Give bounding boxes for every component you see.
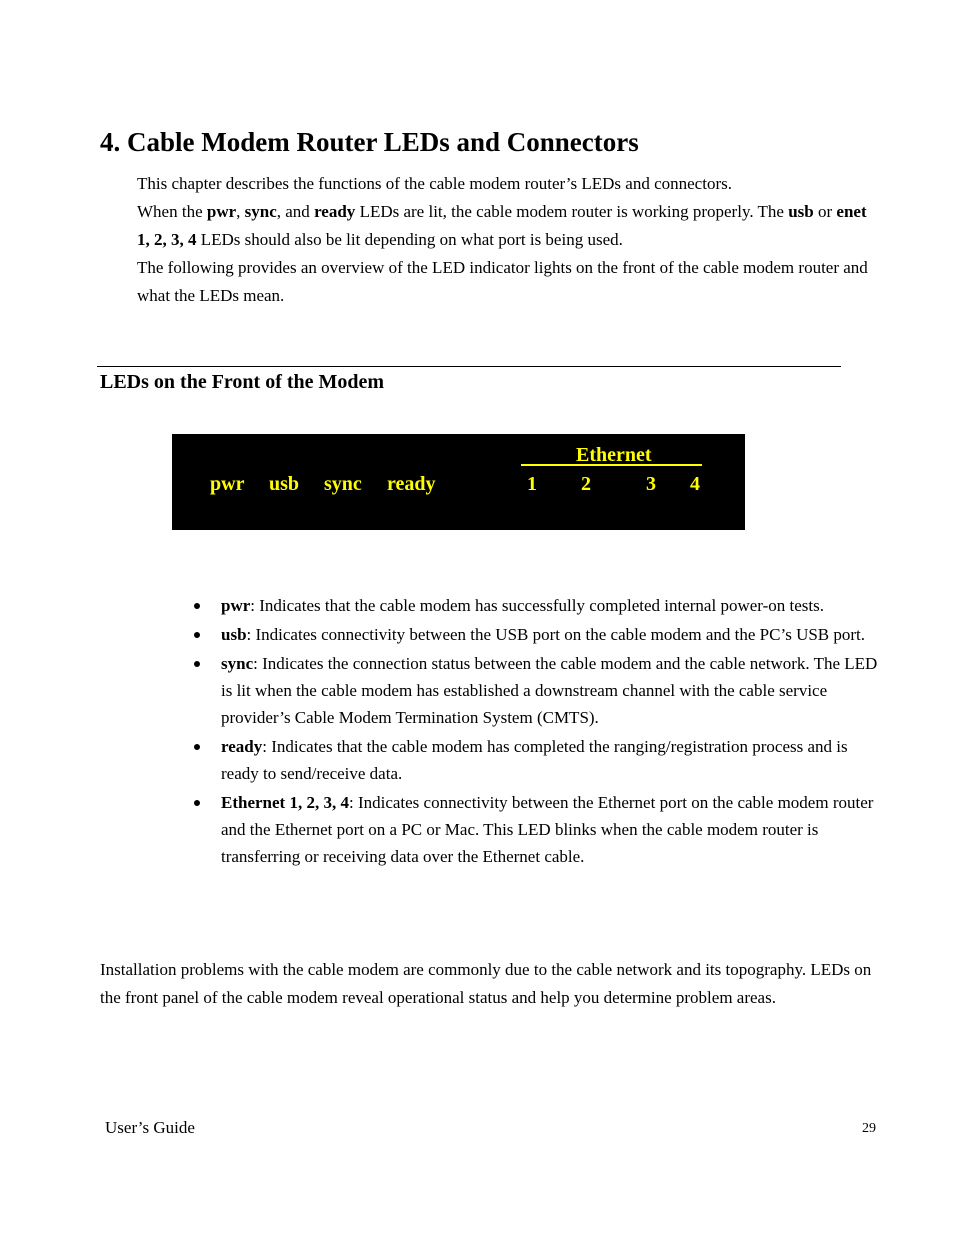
footer-guide-title: User’s Guide bbox=[105, 1118, 195, 1137]
bullet-icon bbox=[194, 632, 200, 638]
bullet-icon bbox=[194, 603, 200, 609]
page-number: 29 bbox=[862, 1121, 876, 1136]
bullet-icon bbox=[194, 661, 200, 667]
section-title: LEDs on the Front of the Modem bbox=[100, 371, 385, 393]
port-label-1: 1 bbox=[527, 473, 537, 495]
ethernet-underline bbox=[521, 464, 702, 466]
ethernet-label: Ethernet bbox=[576, 444, 652, 466]
port-label-3: 3 bbox=[646, 473, 656, 495]
closing-paragraph: Installation problems with the cable modem are commonly due to the cable network and its topography. LEDs on the front panel of the cable modem reveal operational status and help you determine problem areas. bbox=[100, 960, 872, 1007]
led-label-pwr: pwr bbox=[210, 473, 245, 495]
intro-paragraph-3: The following provides an overview of the LED indicator lights on the front of the cable modem router and what the LEDs mean. bbox=[137, 258, 868, 305]
port-label-2: 2 bbox=[581, 473, 591, 495]
led-label-ready: ready bbox=[387, 473, 436, 495]
chapter-title: 4. Cable Modem Router LEDs and Connectors bbox=[100, 127, 639, 157]
list-item: usb: Indicates connectivity between the USB port on the cable modem and the PC’s USB port. bbox=[221, 621, 881, 648]
list-item: ready: Indicates that the cable modem has completed the ranging/registration process and is ready to send/receive data. bbox=[221, 733, 881, 787]
bullet-icon bbox=[194, 744, 200, 750]
bullet-icon bbox=[194, 800, 200, 806]
intro-text bbox=[137, 170, 877, 310]
intro-paragraph-2: When the pwr, sync, and ready LEDs are lit, the cable modem router is working properly. The usb or enet 1, 2, 3, 4 LEDs should also be lit depending on what port is being used. bbox=[137, 202, 867, 249]
led-description-list bbox=[221, 592, 881, 872]
list-item: sync: Indicates the connection status between the cable modem and the cable network. The LED is lit when the cable modem has established a downstream channel with the cable service provider’s Cable Modem Termination System (CMTS). bbox=[221, 650, 881, 731]
intro-paragraph-1: This chapter describes the functions of the cable modem router’s LEDs and connectors. bbox=[137, 174, 732, 193]
led-panel-diagram bbox=[172, 434, 745, 530]
port-label-4: 4 bbox=[690, 473, 700, 495]
list-item: Ethernet 1, 2, 3, 4: Indicates connectivity between the Ethernet port on the cable modem router and the Ethernet port on a PC or Mac. This LED blinks when the cable modem router is transferring or receiving data over the Ethernet cable. bbox=[221, 789, 881, 870]
led-label-usb: usb bbox=[269, 473, 300, 495]
list-item: pwr: Indicates that the cable modem has successfully completed internal power-on tests. bbox=[221, 592, 881, 619]
led-label-sync: sync bbox=[324, 473, 362, 495]
